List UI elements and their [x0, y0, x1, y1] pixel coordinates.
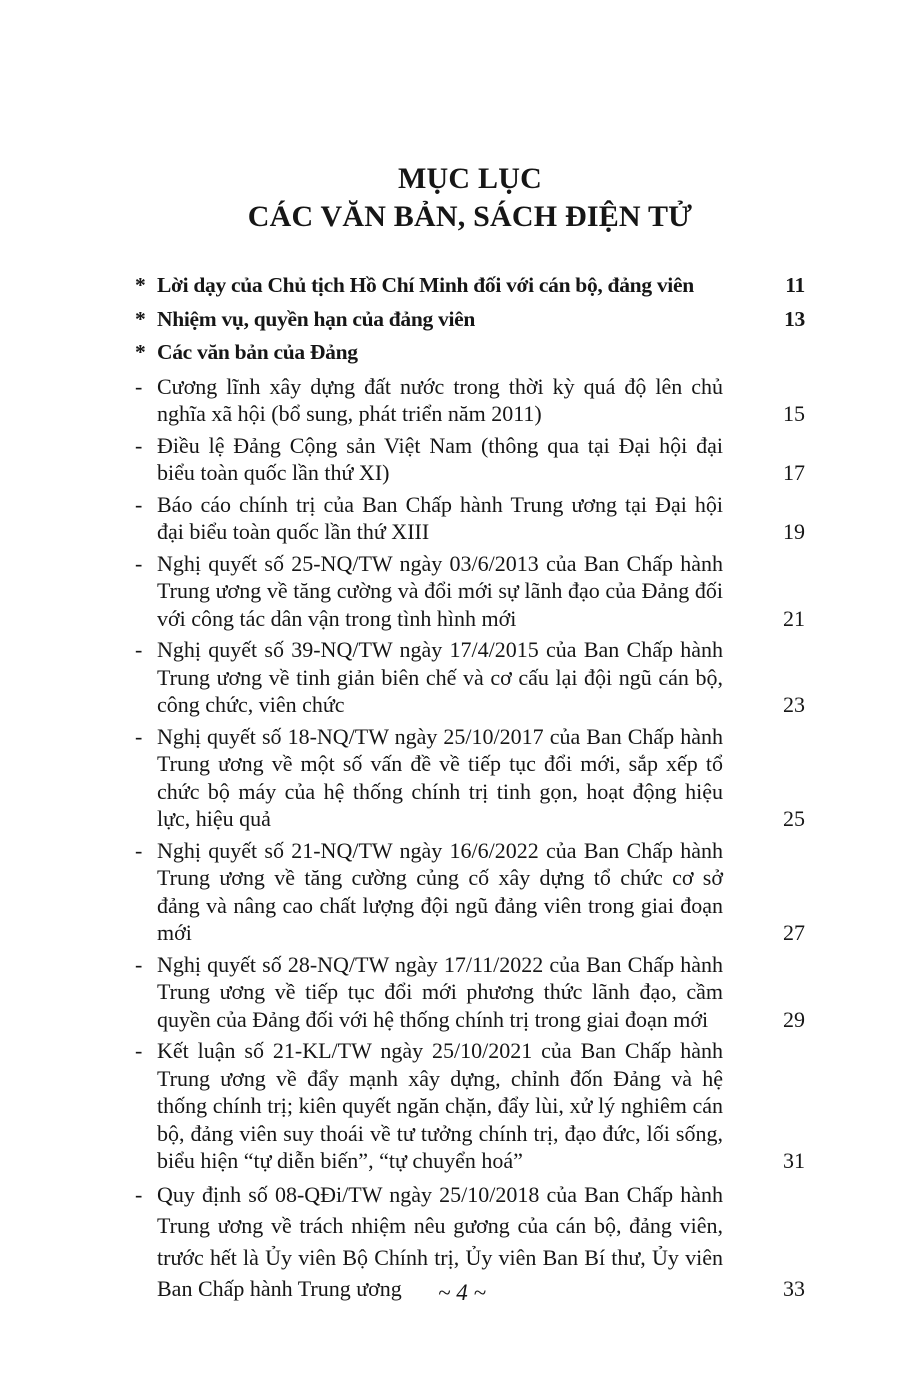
entry-title: Nghị quyết số 28-NQ/TW ngày 17/11/2022 của Ban Chấp hành Trung ương về tiếp tục đổi mới phương thức lãnh đạo, cầm quyền của Đảng đối với hệ thống chính trị trong giai đoạn mới: [157, 951, 723, 1032]
toc-entry: [135, 1037, 805, 1175]
entry-title: Cương lĩnh xây dựng đất nước trong thời kỳ quá độ lên chủ nghĩa xã hội (bổ sung, phát triển năm 2011): [157, 373, 723, 426]
toc-entry: [135, 636, 805, 719]
entry-page-number: 27: [783, 920, 805, 945]
entry-title: Quy định số 08-QĐi/TW ngày 25/10/2018 của Ban Chấp hành Trung ương về trách nhiệm nêu gương của cán bộ, đảng viên, trước hết là Ủy viên Bộ Chính trị, Ủy viên Ban Bí thư, Ủy viên Ban Chấp hành Trung ương: [157, 1181, 723, 1301]
toc-entry: [135, 837, 805, 947]
toc-entry: [135, 723, 805, 833]
entry-bullet: -: [135, 491, 143, 517]
page-title: MỤC LỤC: [398, 162, 542, 195]
entry-page-number: 21: [783, 605, 805, 631]
entry-page-number: 19: [783, 519, 805, 544]
entry-bullet: -: [135, 550, 143, 576]
toc-entry: [135, 550, 805, 633]
entry-title: Nghị quyết số 25-NQ/TW ngày 03/6/2013 của Ban Chấp hành Trung ương về tăng cường và đổi mới sự lãnh đạo của Đảng đối với công tác dân vận trong tình hình mới: [157, 550, 723, 631]
entry-page-number: 11: [785, 273, 805, 297]
entry-bullet: -: [135, 951, 143, 977]
entry-page-number: 23: [783, 692, 805, 717]
entry-bullet: -: [135, 837, 143, 863]
entry-page-number: 17: [783, 460, 805, 485]
entry-page-number: 29: [783, 1006, 805, 1032]
entry-bullet: -: [135, 637, 143, 662]
toc-entry: [135, 306, 805, 334]
entry-page-number: 15: [783, 401, 805, 426]
entry-title: Nghị quyết số 18-NQ/TW ngày 25/10/2017 của Ban Chấp hành Trung ương về một số vấn đề về tiếp tục đổi mới, sắp xếp tổ chức bộ máy của hệ thống chính trị tinh gọn, hoạt động hiệu lực, hiệu quả: [157, 723, 723, 831]
entry-title: Lời dạy của Chủ tịch Hồ Chí Minh đối với cán bộ, đảng viên: [157, 273, 694, 297]
entry-page-number: 13: [784, 306, 805, 331]
entry-bullet: -: [135, 432, 143, 458]
entry-title: Nhiệm vụ, quyền hạn của đảng viên: [157, 306, 476, 331]
entry-title: Các văn bản của Đảng: [157, 340, 358, 364]
toc-entry: [135, 373, 805, 428]
page-title-block: [135, 160, 805, 236]
entry-bullet: -: [135, 723, 143, 749]
entry-bullet: *: [135, 273, 146, 297]
page-subtitle: CÁC VĂN BẢN, SÁCH ĐIỆN TỬ: [247, 200, 693, 233]
table-of-contents: [135, 272, 805, 1305]
toc-entry: [135, 951, 805, 1034]
toc-entry: [135, 339, 805, 367]
toc-entry: [135, 432, 805, 487]
entry-title: Nghị quyết số 39-NQ/TW ngày 17/4/2015 của Ban Chấp hành Trung ương về tinh giản biên chế và cơ cấu lại đội ngũ cán bộ, công chức, viên chức: [157, 637, 723, 717]
entry-bullet: *: [135, 306, 146, 331]
entry-bullet: -: [135, 1038, 143, 1063]
toc-entry: [135, 272, 805, 300]
entry-page-number: 25: [783, 806, 805, 831]
entry-bullet: -: [135, 373, 143, 399]
entry-bullet: *: [135, 340, 146, 364]
entry-title: Điều lệ Đảng Cộng sản Việt Nam (thông qua tại Đại hội đại biểu toàn quốc lần thứ XI): [157, 432, 723, 485]
entry-page-number: 33: [783, 1276, 805, 1301]
toc-entry: [135, 491, 805, 546]
entry-title: Kết luận số 21-KL/TW ngày 25/10/2021 của Ban Chấp hành Trung ương về đẩy mạnh xây dựng, chỉnh đốn Đảng và hệ thống chính trị; kiên quyết ngăn chặn, đẩy lùi, xử lý nghiêm cán bộ, đảng viên suy thoái về tư tưởng chính trị, đạo đức, lối sống, biểu hiện “tự diễn biến”, “tự chuyển hoá”: [157, 1038, 723, 1173]
entry-title: Báo cáo chính trị của Ban Chấp hành Trung ương tại Đại hội đại biểu toàn quốc lần thứ XIII: [157, 491, 723, 544]
entry-page-number: 31: [783, 1148, 805, 1173]
page-number-footer: ~ 4 ~: [438, 1280, 486, 1305]
entry-title: Nghị quyết số 21-NQ/TW ngày 16/6/2022 của Ban Chấp hành Trung ương về tăng cường củng cố xây dựng tổ chức cơ sở đảng và nâng cao chất lượng đội ngũ đảng viên trong giai đoạn mới: [157, 837, 723, 945]
entry-bullet: -: [135, 1181, 143, 1207]
